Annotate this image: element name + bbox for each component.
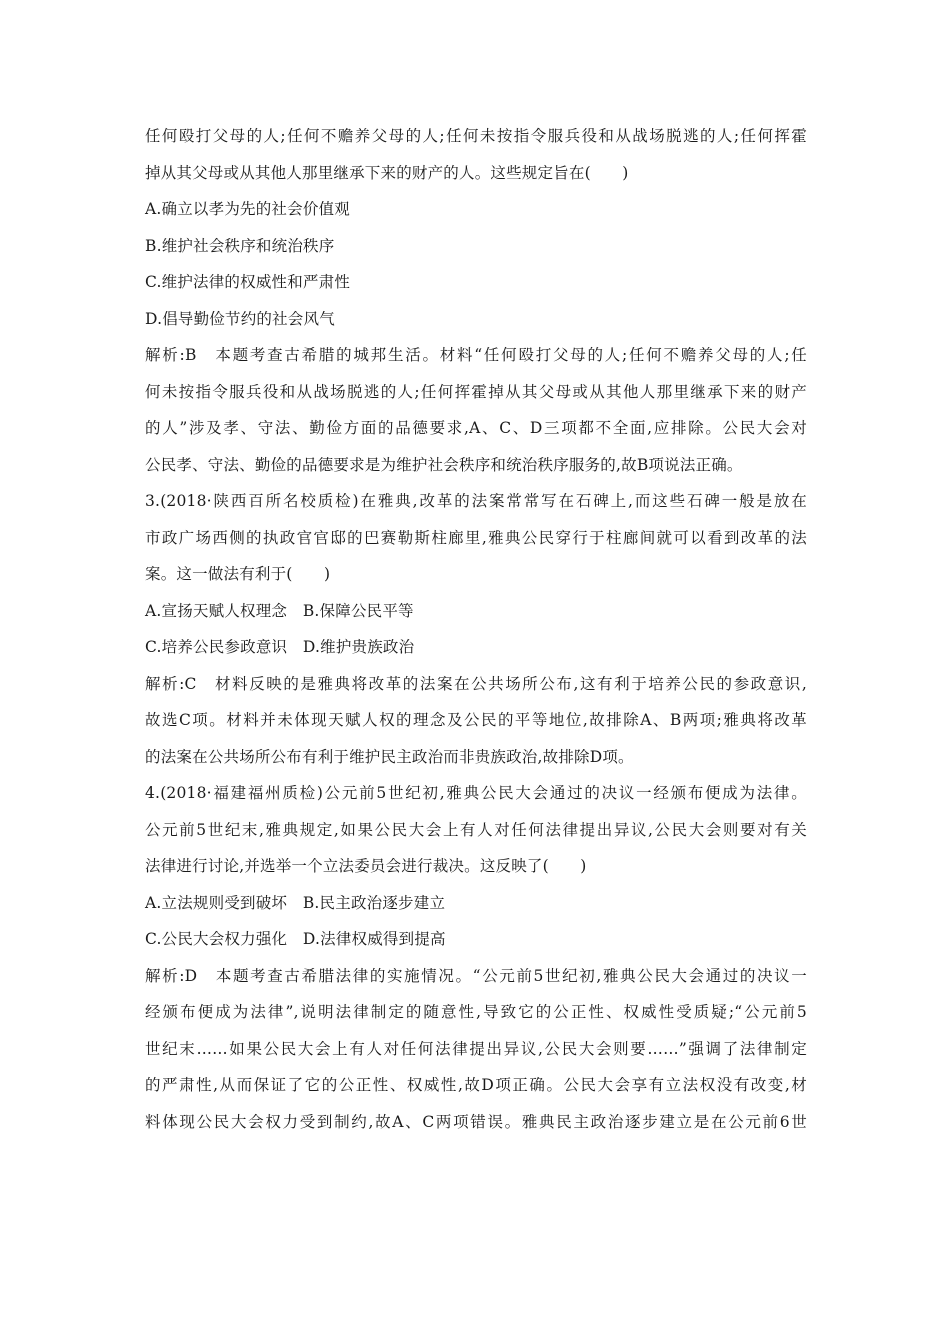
- analysis-line: 世纪末……如果公民大会上有人对任何法律提出异议,公民大会则要……”强调了法律制定: [145, 1039, 807, 1058]
- analysis-line: 公民孝、守法、勤俭的品德要求是为维护社会秩序和统治秩序服务的,故B项说法正确。: [145, 455, 743, 474]
- question-4: [145, 775, 807, 1140]
- document-page: [145, 118, 807, 1140]
- question-stem-line: 掉从其父母或从其他人那里继承下来的财产的人。这些规定旨在( ): [145, 163, 629, 182]
- analysis-line: 故选C项。材料并未体现天赋人权的理念及公民的平等地位,故排除A、B两项;雅典将改革: [145, 711, 807, 729]
- analysis-line: 料体现公民大会权力受到制约,故A、C两项错误。雅典民主政治逐步建立是在公元前6世: [145, 1112, 807, 1131]
- option-a: A.确立以孝为先的社会价值观: [145, 200, 350, 218]
- option-row: A.宣扬天赋人权理念 B.保障公民平等: [145, 601, 414, 620]
- option-c: C.维护法律的权威性和严肃性: [145, 273, 351, 291]
- option-row: A.立法规则受到破坏 B.民主政治逐步建立: [145, 893, 446, 912]
- analysis-line: 解析:C 材料反映的是雅典将改革的法案在公共场所公布,这有利于培养公民的参政意识,: [145, 674, 807, 693]
- option-row: C.培养公民参政意识 D.维护贵族政治: [145, 638, 415, 656]
- option-row: C.公民大会权力强化 D.法律权威得到提高: [145, 930, 446, 948]
- question-2: [145, 118, 807, 483]
- question-stem-line: 公元前5世纪末,雅典规定,如果公民大会上有人对任何法律提出异议,公民大会则要对有关: [145, 820, 807, 839]
- option-d: D.倡导勤俭节约的社会风气: [145, 309, 335, 328]
- analysis-line: 何未按指令服兵役和从战场脱逃的人;任何挥霍掉从其父母或从其他人那里继承下来的财产: [145, 382, 807, 401]
- question-stem-line: 法律进行讨论,并选举一个立法委员会进行裁决。这反映了( ): [145, 857, 587, 875]
- question-stem-line: 3.(2018·陕西百所名校质检)在雅典,改革的法案常常写在石碑上,而这些石碑一般是放在: [145, 492, 807, 510]
- question-stem-line: 市政广场西侧的执政官官邸的巴赛勒斯柱廊里,雅典公民穿行于柱廊间就可以看到改革的法: [145, 528, 807, 547]
- analysis-line: 的人”涉及孝、守法、勤俭方面的品德要求,A、C、D三项都不全面,应排除。公民大会对: [145, 419, 807, 437]
- analysis-line: 经颁布便成为法律”,说明法律制定的随意性,导致它的公正性、权威性受质疑;“公元前5: [145, 1003, 807, 1021]
- question-3: [145, 483, 807, 775]
- analysis-line: 的严肃性,从而保证了它的公正性、权威性,故D项正确。公民大会享有立法权没有改变,材: [145, 1076, 807, 1094]
- question-stem-line: 任何殴打父母的人;任何不赡养父母的人;任何未按指令服兵役和从战场脱逃的人;任何挥霍: [145, 127, 807, 145]
- question-stem-line: 4.(2018·福建福州质检)公元前5世纪初,雅典公民大会通过的决议一经颁布便成为法律。: [145, 784, 807, 802]
- option-b: B.维护社会秩序和统治秩序: [145, 236, 335, 255]
- question-stem-line: 案。这一做法有利于( ): [145, 565, 331, 583]
- analysis-line: 解析:B 本题考查古希腊的城邦生活。材料“任何殴打父母的人;任何不赡养父母的人;任: [145, 346, 807, 364]
- analysis-line: 解析:D 本题考查古希腊法律的实施情况。“公元前5世纪初,雅典公民大会通过的决议一: [145, 966, 807, 985]
- analysis-line: 的法案在公共场所公布有利于维护民主政治而非贵族政治,故排除D项。: [145, 747, 634, 766]
